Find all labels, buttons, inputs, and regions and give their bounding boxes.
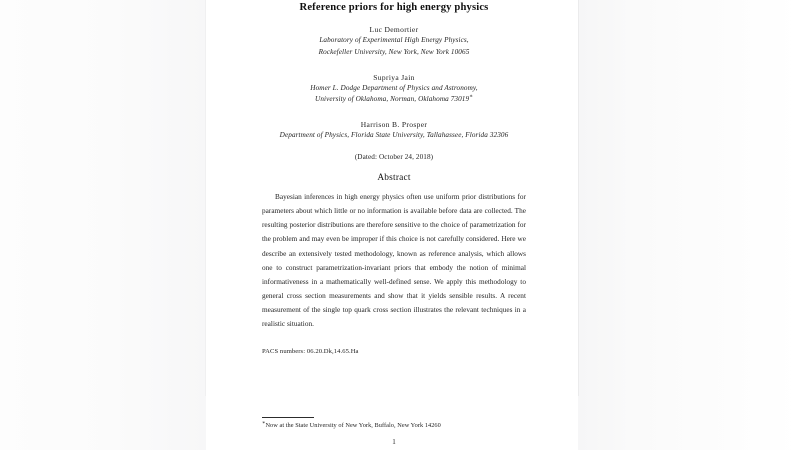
author-name: Luc Demortier	[369, 25, 419, 34]
page-left-gutter	[0, 0, 206, 450]
abstract-body: Bayesian inferences in high energy physics often use uniform prior distributions for parameters about which little or no information is available before data are collected. The resulting posterior distributions are therefore sensitive to the choice of parametrization for the problem and may even be improper if this choice is not carefully considered. Here we describe an extensively tested methodology, known as reference analysis, which allows one to construct parametrization-invariant priors that embody the notion of minimal informativeness in a mathematically well-defined sense. We apply this methodology to general cross section measurements and show that it yields sensible results. A recent measurement of the single top quark cross section illustrates the relevant techniques in a realistic situation.	[262, 193, 526, 329]
author-affiliation-line: Laboratory of Experimental High Energy Physics,	[319, 36, 469, 45]
paper-content	[262, 0, 526, 355]
author-name: Supriya Jain	[373, 72, 415, 82]
page-title: Reference priors for high energy physics	[299, 2, 489, 13]
author-affiliation-line	[262, 94, 526, 106]
footnote-marker: ∗	[262, 420, 266, 426]
affiliation-footnote-marker: ∗	[469, 94, 473, 101]
author-affiliation-line: Department of Physics, Florida State University, Tallahassee, Florida 32306	[279, 131, 509, 140]
dated-line: (Dated: October 24, 2018)	[354, 153, 434, 162]
author-block-3	[262, 119, 526, 142]
author-affiliation-line: Homer L. Dodge Department of Physics and Astronomy,	[310, 83, 478, 92]
page-right-gutter	[578, 0, 800, 450]
abstract-heading: Abstract	[377, 173, 411, 184]
author-affiliation-line: Rockefeller University, New York, New York 10065	[318, 47, 470, 56]
footnote-body: Now at the State University of New York, Buffalo, New York 14260	[265, 422, 441, 429]
author-block-1	[262, 24, 526, 59]
footnote-area	[262, 417, 526, 431]
pacs-numbers: PACS numbers: 06.20.Dk,14.65.Ha	[262, 348, 359, 356]
footnote-rule	[262, 417, 314, 418]
footnote-text	[262, 422, 526, 431]
paper-page	[206, 0, 578, 450]
author-affiliation-text: University of Oklahoma, Norman, Oklahoma 73019	[315, 95, 470, 104]
page-number: 1	[392, 438, 396, 446]
author-name: Harrison B. Prosper	[360, 120, 428, 130]
author-block-2	[262, 72, 526, 107]
